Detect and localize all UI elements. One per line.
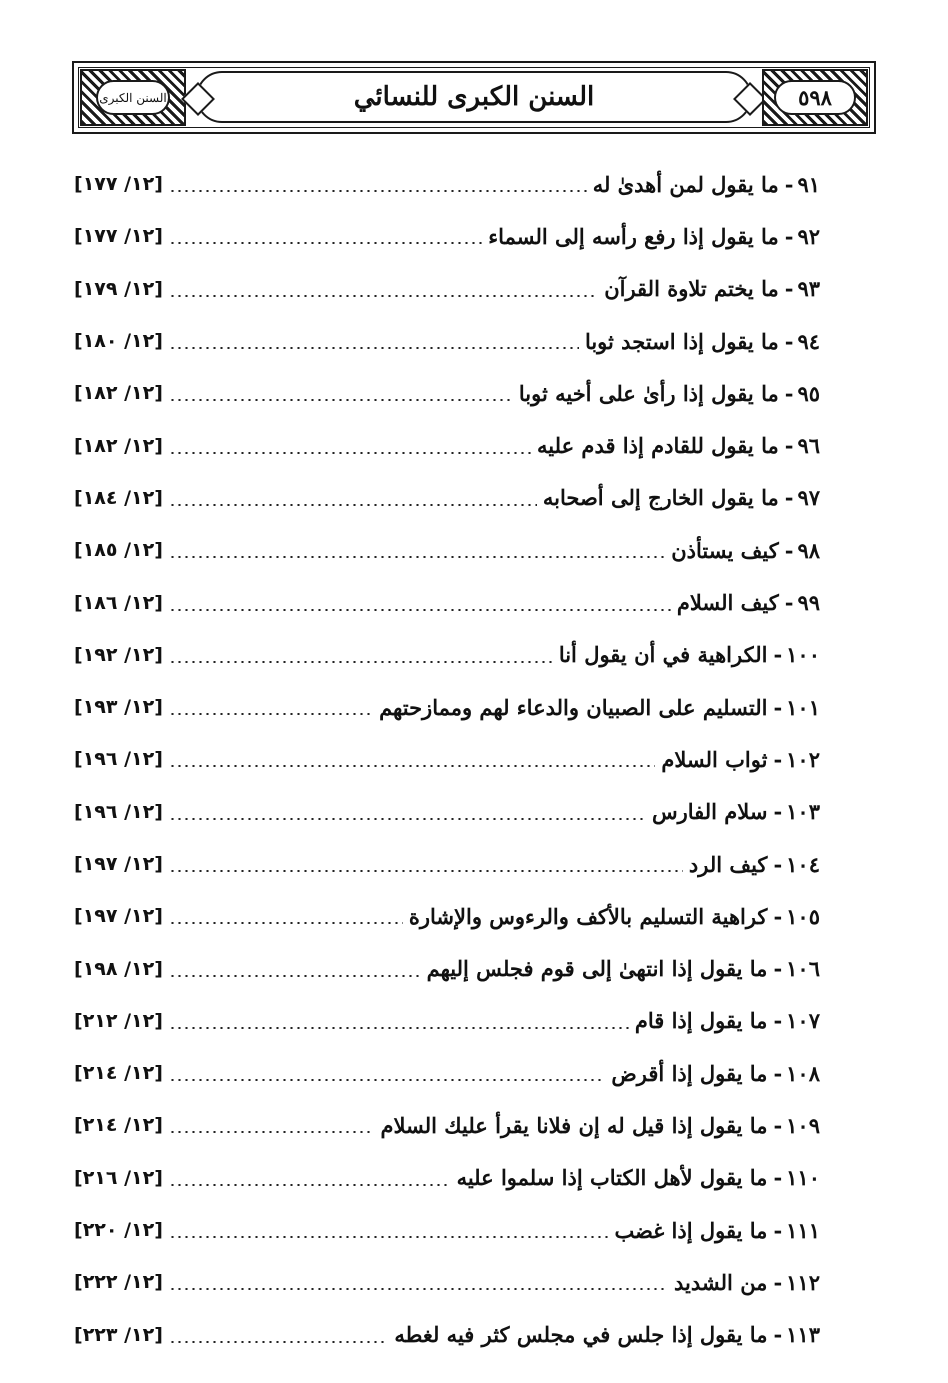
entry-reference: [١٢/ ١٧٩] [74, 277, 163, 300]
page-header [72, 61, 876, 134]
entry-reference: [١٢/ ١٩٧] [74, 905, 163, 928]
toc-entry [74, 629, 820, 681]
dot-leader [169, 713, 373, 715]
dot-leader [169, 504, 537, 506]
entry-number: ١١١ [786, 1217, 820, 1243]
entry-title: ما يقول إذا انتهىٰ إلى قوم فجلس إليهم [426, 956, 768, 982]
entry-title: ما يختم تلاوة القرآن [604, 276, 779, 302]
entry-title: ما يقول إذا غضب [614, 1217, 768, 1243]
toc-entry [74, 1047, 820, 1099]
entry-number: ٩٥ [797, 380, 820, 406]
entry-title: ما يقول إذا أقرض [611, 1060, 768, 1086]
entry-title: ثواب السلام [661, 746, 768, 772]
entry-title: ما يقول لأهل الكتاب إذا سلموا عليه [456, 1165, 768, 1191]
toc-entry [74, 838, 820, 890]
dot-leader [169, 1027, 629, 1029]
entry-dash: - [773, 956, 783, 982]
entry-number: ١٠٢ [786, 746, 820, 772]
ornament-panel-left [80, 69, 186, 126]
entry-dash: - [773, 746, 783, 772]
toc-entry [74, 890, 820, 942]
medallion-text: السنن الكبرى [99, 90, 167, 105]
toc-entry [74, 315, 820, 367]
toc-entry [74, 681, 820, 733]
entry-reference: [١٢/ ١٨٢] [74, 382, 163, 405]
toc-entry [74, 786, 820, 838]
entry-dash: - [773, 1008, 783, 1034]
toc-entry [74, 263, 820, 315]
toc-entry [74, 472, 820, 524]
entry-title: ما يقول إذا قام [634, 1008, 768, 1034]
entry-reference: [١٢/ ٢١٤] [74, 1062, 163, 1085]
entry-title: كيف الرد [688, 851, 768, 877]
entry-reference: [١٢/ ١٨٠] [74, 330, 163, 353]
entry-reference: [١٢/ ١٨٢] [74, 434, 163, 457]
toc-entry [74, 419, 820, 471]
entry-number: ٩٣ [797, 276, 820, 302]
entry-number: ١١٠ [786, 1165, 820, 1191]
entry-reference: [١٢/ ٢١٢] [74, 1009, 163, 1032]
entry-number: ١٠٤ [786, 851, 820, 877]
entry-reference: [١٢/ ١٧٧] [74, 173, 163, 196]
entry-reference: [١٢/ ١٩٦] [74, 800, 163, 823]
entry-dash: - [773, 851, 783, 877]
dot-leader [169, 1236, 609, 1238]
toc-entry [74, 524, 820, 576]
toc-entry [74, 576, 820, 628]
entry-title: ما يقول لمن أهدىٰ له [592, 171, 779, 197]
toc-entry [74, 942, 820, 994]
book-title: السنن الكبرى للنسائي [353, 82, 595, 112]
dot-leader [169, 1184, 451, 1186]
toc-entry [74, 1256, 820, 1308]
toc-entry [74, 1309, 820, 1361]
dot-leader [169, 399, 513, 401]
dot-leader [169, 1288, 668, 1290]
toc-entry [74, 1204, 820, 1256]
toc-entry [74, 1152, 820, 1204]
entry-number: ١٠١ [786, 694, 820, 720]
dot-leader [169, 452, 531, 454]
entry-number: ١٠٨ [786, 1060, 820, 1086]
entry-reference: [١٢/ ١٩٧] [74, 853, 163, 875]
entry-number: ١٠٣ [786, 799, 820, 825]
entry-dash: - [784, 171, 794, 197]
dot-leader [169, 242, 482, 244]
entry-title: من الشديد [674, 1269, 768, 1295]
entry-title: ما يقول للقادم إذا قدم عليه [537, 433, 779, 459]
entry-dash: - [784, 590, 794, 616]
entry-title: كيف السلام [676, 590, 779, 616]
entry-title: سلام الفارس [651, 799, 768, 825]
dot-leader [169, 870, 683, 872]
entry-title: التسليم على الصبيان والدعاء لهم وممازحتهم [379, 694, 768, 720]
dot-leader [169, 765, 655, 767]
entry-dash: - [773, 799, 783, 825]
entry-reference: [١٢/ ٢٢٠] [74, 1219, 163, 1242]
entry-number: ٩٤ [797, 328, 820, 354]
dot-leader [169, 1079, 605, 1081]
entry-number: ٩٦ [797, 433, 820, 459]
dot-leader [169, 556, 665, 558]
entry-reference: [١٢/ ٢٢٢] [74, 1271, 163, 1294]
entry-title: ما يقول إذا استجد ثوبا [584, 328, 779, 354]
entry-reference: [١٢/ ١٨٥] [74, 539, 163, 562]
entry-reference: [١٢/ ١٨٤] [74, 486, 163, 509]
entry-reference: [١٢/ ١٨٦] [74, 591, 163, 614]
entry-number: ١١٢ [786, 1269, 820, 1295]
entry-reference: [١٢/ ١٩٢] [74, 643, 163, 666]
dot-leader [169, 818, 646, 820]
dot-leader [169, 295, 598, 297]
entry-reference: [١٢/ ٢١٤] [74, 1114, 163, 1137]
dot-leader [169, 661, 553, 663]
entry-reference: [١٢/ ١٧٧] [74, 225, 163, 248]
dot-leader [169, 609, 671, 611]
toc-entry [74, 210, 820, 262]
entry-number: ١٠٩ [786, 1112, 820, 1138]
entry-dash: - [784, 328, 794, 354]
entry-dash: - [773, 1217, 783, 1243]
entry-dash: - [784, 276, 794, 302]
entry-dash: - [773, 642, 783, 668]
entry-title: ما يقول إذا رفع رأسه إلى السماء [488, 223, 779, 249]
entry-dash: - [784, 433, 794, 459]
dot-leader [169, 347, 579, 349]
entry-title: ما يقول إذا جلس في مجلس كثر فيه لغطه [394, 1322, 768, 1348]
toc-entry [74, 367, 820, 419]
entry-number: ٩٧ [797, 485, 820, 511]
dot-leader [169, 1341, 388, 1343]
entry-dash: - [773, 1112, 783, 1138]
entry-reference: [١٢/ ١٩٣] [74, 696, 163, 719]
toc-entry [74, 995, 820, 1047]
entry-dash: - [773, 1269, 783, 1295]
entry-number: ١١٣ [786, 1322, 820, 1348]
entry-dash: - [784, 485, 794, 511]
toc-entry [74, 1099, 820, 1151]
dot-leader [169, 190, 587, 192]
entry-number: ٩١ [797, 171, 820, 197]
dot-leader [169, 922, 403, 924]
entry-number: ٩٩ [797, 590, 820, 616]
ornament-panel-right [762, 69, 868, 126]
entry-title: كيف يستأذن [671, 537, 779, 563]
toc-entry [74, 733, 820, 785]
entry-reference: [١٢/ ٢١٦] [74, 1166, 163, 1189]
entry-reference: [١٢/ ١٩٦] [74, 748, 163, 771]
entry-reference: [١٢/ ٢٢٣] [74, 1323, 163, 1346]
entry-dash: - [784, 537, 794, 563]
entry-dash: - [773, 1322, 783, 1348]
toc-entry [74, 158, 820, 210]
entry-number: ٩٨ [797, 537, 820, 563]
dot-leader [169, 975, 421, 977]
entry-dash: - [773, 903, 783, 929]
logo-medallion [96, 80, 170, 115]
page-number: ٥٩٨ [774, 80, 856, 115]
entry-dash: - [784, 380, 794, 406]
entry-number: ١٠٥ [786, 903, 820, 929]
entry-dash: - [773, 1060, 783, 1086]
dot-leader [169, 1131, 375, 1133]
entry-title: الكراهية في أن يقول أنا [558, 642, 768, 668]
entry-dash: - [773, 1165, 783, 1191]
entry-title: ما يقول الخارج إلى أصحابه [542, 485, 779, 511]
entry-number: ١٠٠ [786, 642, 820, 668]
entry-title: كراهية التسليم بالأكف والرءوس والإشارة [408, 903, 768, 929]
entry-dash: - [773, 694, 783, 720]
entry-reference: [١٢/ ١٩٨] [74, 957, 163, 980]
entry-number: ٩٢ [797, 223, 820, 249]
entry-title: ما يقول إذا رأىٰ على أخيه ثوبا [518, 380, 779, 406]
title-cartouche [196, 71, 752, 123]
table-of-contents [74, 158, 820, 1361]
entry-dash: - [784, 223, 794, 249]
entry-number: ١٠٦ [786, 956, 820, 982]
entry-number: ١٠٧ [786, 1008, 820, 1034]
entry-title: ما يقول إذا قيل له إن فلانا يقرأ عليك السلام [380, 1112, 768, 1138]
